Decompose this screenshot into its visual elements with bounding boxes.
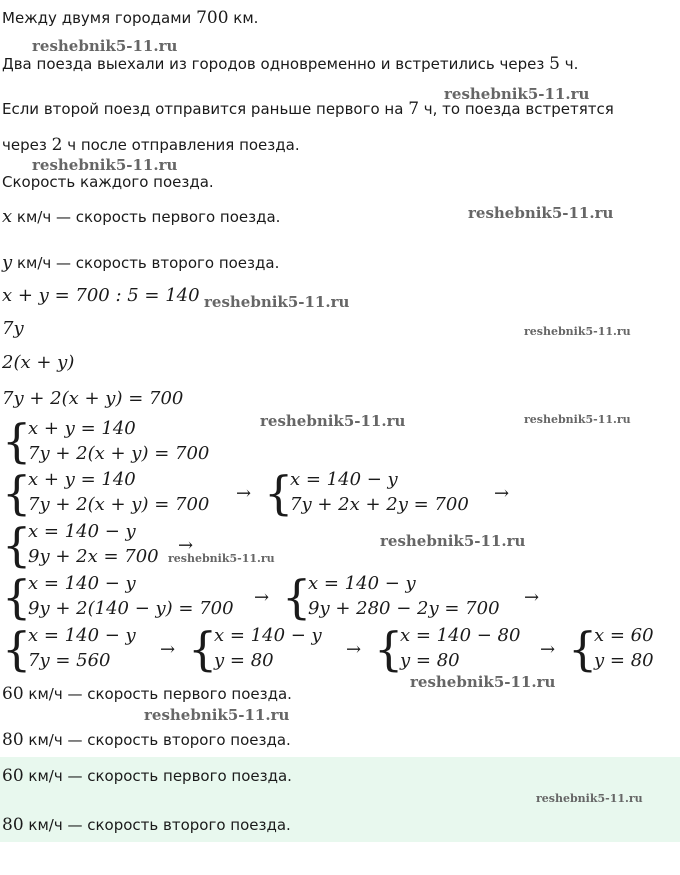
eq-sum: x + y = 700 : 5 = 140 — [2, 285, 200, 306]
arrow-icon: → — [178, 535, 194, 556]
watermark: reshebnik5-11.ru — [444, 85, 590, 103]
watermark: reshebnik5-11.ru — [468, 204, 614, 222]
sys5-d: y = 80 — [214, 650, 274, 671]
brace-9: { — [374, 622, 404, 676]
sys5-c: x = 140 − y — [214, 625, 322, 646]
sys5-e: x = 140 − 80 — [400, 625, 521, 646]
problem-line-5: Скорость каждого поезда. — [2, 173, 214, 191]
watermark: reshebnik5-11.ru — [524, 413, 631, 426]
watermark: reshebnik5-11.ru — [380, 532, 526, 550]
result-line-2: 80 км/ч — скорость второго поезда. — [2, 730, 291, 750]
brace-7: { — [2, 622, 32, 676]
sys4-a: x = 140 − y — [28, 573, 136, 594]
watermark: reshebnik5-11.ru — [32, 37, 178, 55]
watermark: reshebnik5-11.ru — [524, 325, 631, 338]
sys4-d: 9y + 280 − 2y = 700 — [308, 598, 500, 619]
eq-2xy: 2(x + y) — [2, 352, 75, 373]
arrow-icon: → — [524, 587, 540, 608]
brace-1: { — [2, 414, 32, 468]
def-y: y км/ч — скорость второго поезда. — [2, 252, 280, 273]
watermark: reshebnik5-11.ru — [204, 293, 350, 311]
eq-7y: 7y — [2, 318, 24, 339]
watermark: reshebnik5-11.ru — [144, 706, 290, 724]
def-x: x км/ч — скорость первого поезда. — [2, 206, 281, 227]
problem-line-1: Между двумя городами 700 км. — [2, 8, 259, 28]
sys2-d: 7y + 2x + 2y = 700 — [290, 494, 469, 515]
arrow-icon: → — [346, 639, 362, 660]
sys5-h: y = 80 — [594, 650, 654, 671]
brace-5: { — [2, 570, 32, 624]
arrow-icon: → — [540, 639, 556, 660]
result-line-1: 60 км/ч — скорость первого поезда. — [2, 684, 292, 704]
arrow-icon: → — [254, 587, 270, 608]
arrow-icon: → — [236, 483, 252, 504]
sys5-a: x = 140 − y — [28, 625, 136, 646]
problem-line-4: через 2 ч после отправления поезда. — [2, 135, 300, 155]
sys5-b: 7y = 560 — [28, 650, 111, 671]
problem-line-2: Два поезда выехали из городов одновременно и встретились через 5 ч. — [2, 54, 579, 74]
brace-10: { — [568, 622, 598, 676]
brace-8: { — [188, 622, 218, 676]
sys3-a: x = 140 − y — [28, 521, 136, 542]
watermark: reshebnik5-11.ru — [410, 673, 556, 691]
answer-line-2: 80 км/ч — скорость второго поезда. — [2, 815, 291, 835]
brace-4: { — [2, 518, 32, 572]
brace-3: { — [264, 466, 294, 520]
sys5-f: y = 80 — [400, 650, 460, 671]
sys4-b: 9y + 2(140 − y) = 700 — [28, 598, 234, 619]
sys4-c: x = 140 − y — [308, 573, 416, 594]
sys2-b: 7y + 2(x + y) = 700 — [28, 494, 210, 515]
brace-2: { — [2, 466, 32, 520]
brace-6: { — [282, 570, 312, 624]
watermark: reshebnik5-11.ru — [168, 552, 275, 565]
sys2-a: x + y = 140 — [28, 469, 136, 490]
watermark: reshebnik5-11.ru — [260, 412, 406, 430]
problem-line-3: Если второй поезд отправится раньше первого на 7 ч, то поезда встретятся — [2, 99, 614, 119]
sys1-b: 7y + 2(x + y) = 700 — [28, 443, 210, 464]
sys1-a: x + y = 140 — [28, 418, 136, 439]
eq-full: 7y + 2(x + y) = 700 — [2, 388, 184, 409]
sys5-g: x = 60 — [594, 625, 654, 646]
watermark: reshebnik5-11.ru — [32, 156, 178, 174]
sys2-c: x = 140 − y — [290, 469, 398, 490]
sys3-b: 9y + 2x = 700 — [28, 546, 159, 567]
answer-line-1: 60 км/ч — скорость первого поезда. — [2, 766, 292, 786]
watermark: reshebnik5-11.ru — [536, 792, 643, 805]
arrow-icon: → — [494, 483, 510, 504]
arrow-icon: → — [160, 639, 176, 660]
